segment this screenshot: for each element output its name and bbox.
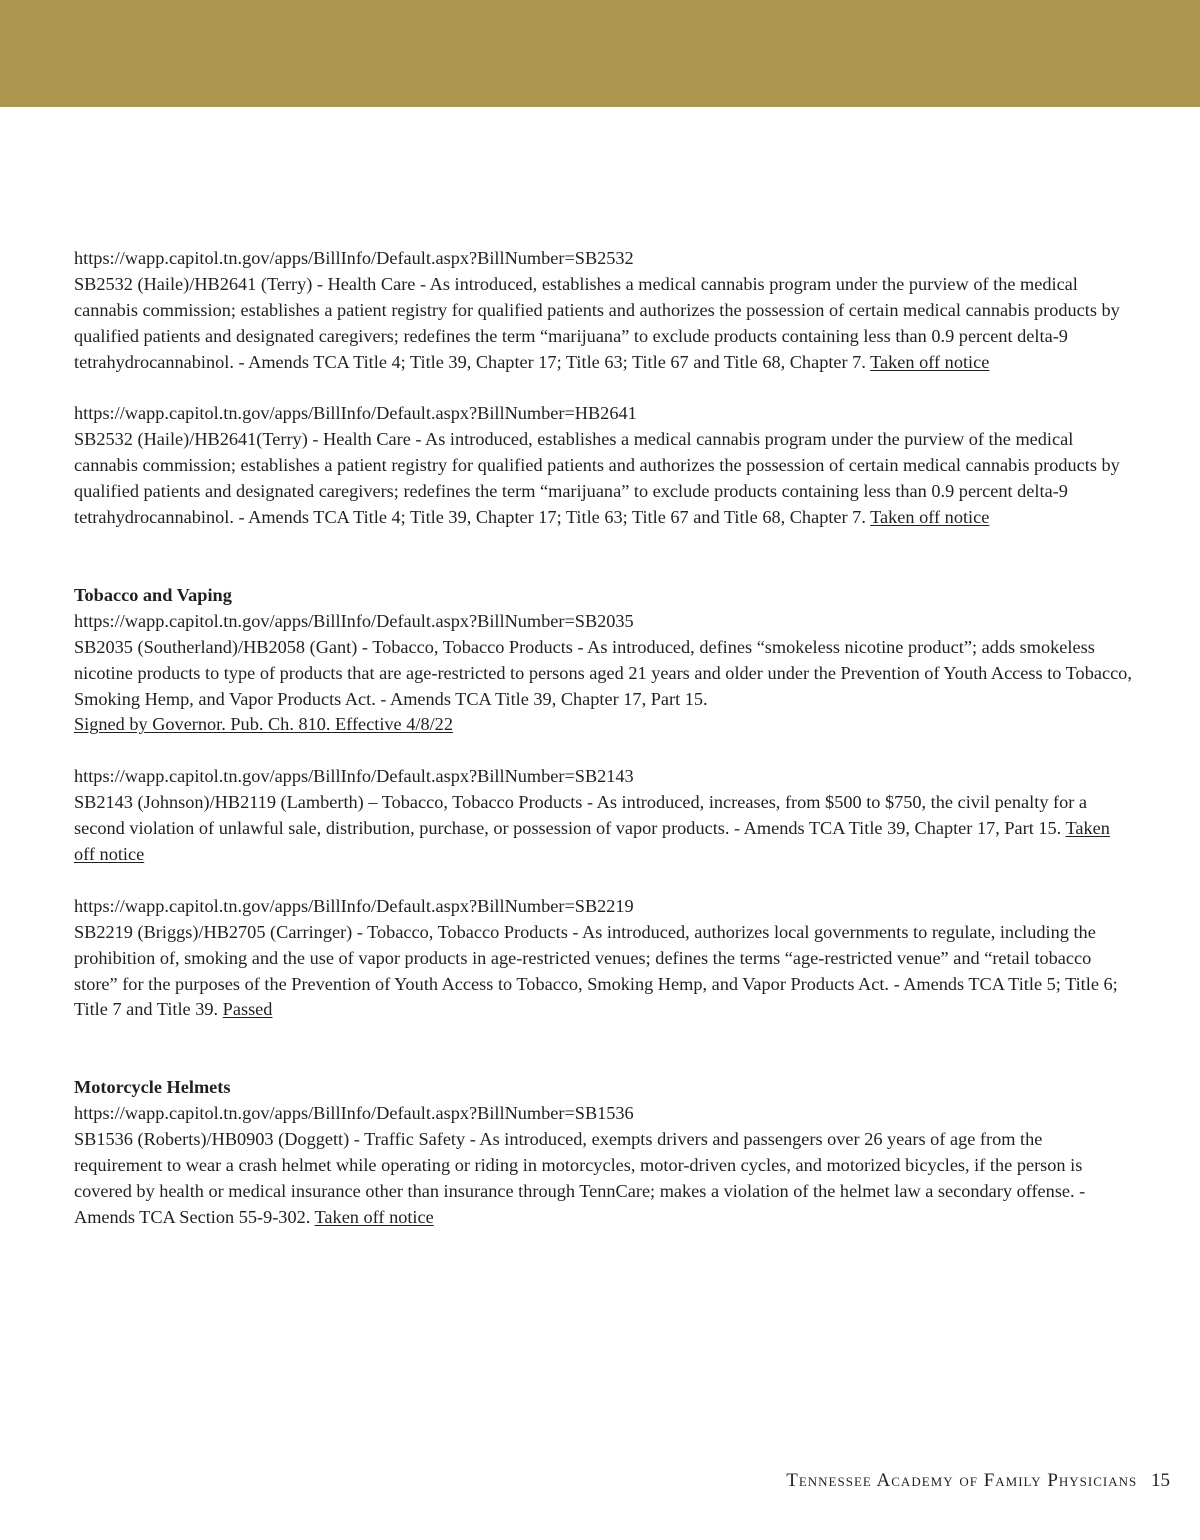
page-number: 15 (1151, 1470, 1170, 1491)
bill-description: SB2219 (Briggs)/HB2705 (Carringer) - Tobacco, Tobacco Products - As introduced, authorizes local governments to regulate, including the prohibition of, smoking and the use of vapor products in age-restricted venues; defines the terms “age-restricted venue” and “retail tobacco store” for the purposes of the Prevention of Youth Access to Tobacco, Smoking Hemp, and Vapor Products Act. - Amends TCA Title 5; Title 6; Title 7 and Title 39. (74, 921, 1118, 1020)
bill-description: SB2143 (Johnson)/HB2119 (Lamberth) – Tobacco, Tobacco Products - As introduced, increases, from $500 to $750, the civil penalty for a second violation of unlawful sale, distribution, purchase, or possession of vapor products. - Amends TCA Title 39, Chapter 17, Part 15. (74, 792, 1088, 839)
bill-url: https://wapp.capitol.tn.gov/apps/BillInfo/Default.aspx?BillNumber=SB2143 (74, 766, 634, 787)
bill-url: https://wapp.capitol.tn.gov/apps/BillInfo/Default.aspx?BillNumber=HB2641 (74, 403, 637, 424)
bill-description: SB1536 (Roberts)/HB0903 (Doggett) - Traffic Safety - As introduced, exempts drivers and passengers over 26 years of age from the requirement to wear a crash helmet while operating or riding in motorcycles, motor-driven cycles, and motorized bicycles, if the person is covered by health or medical insurance other than insurance through TennCare; makes a violation of the helmet law a secondary offense. - Amends TCA Section 55-9-302. (74, 1129, 1086, 1227)
bill-description: SB2532 (Haile)/HB2641(Terry) - Health Care - As introduced, establishes a medical cannabis program under the purview of the medical cannabis commission; establishes a patient registry for qualified patients and authorizes the possession of certain medical cannabis products by qualified patients and designated caregivers; redefines the term “marijuana” to exclude products containing less than 0.9 percent delta-9 tetrahydrocannabinol. - Amends TCA Title 4; Title 39, Chapter 17; Title 63; Title 67 and Title 68, Chapter 7. (74, 429, 1120, 528)
section-heading: Motorcycle Helmets (74, 1077, 231, 1098)
bill-url: https://wapp.capitol.tn.gov/apps/BillInfo/Default.aspx?BillNumber=SB1536 (74, 1103, 634, 1124)
main-content (74, 246, 1134, 1231)
header-band (0, 0, 1200, 107)
bill-status-link[interactable]: Signed by Governor. Pub. Ch. 810. Effective 4/8/22 (74, 714, 453, 735)
bill-status-link[interactable]: Taken off notice (74, 818, 1110, 864)
page-footer (786, 1470, 1170, 1492)
bill-status-link[interactable]: Taken off notice (870, 507, 990, 528)
motorcycle-helmets-section (74, 1075, 1134, 1230)
bill-url: https://wapp.capitol.tn.gov/apps/BillInfo/Default.aspx?BillNumber=SB2532 (74, 248, 634, 268)
bill-entry-sb2035 (74, 609, 1134, 739)
bill-entry-sb1536 (74, 1101, 1134, 1231)
bill-status-link[interactable]: Taken off notice (870, 351, 990, 372)
bill-url: https://wapp.capitol.tn.gov/apps/BillInfo/Default.aspx?BillNumber=SB2035 (74, 610, 634, 631)
bill-entry-sb2219 (74, 894, 1134, 1024)
bill-url: https://wapp.capitol.tn.gov/apps/BillInfo/Default.aspx?BillNumber=SB2219 (74, 895, 634, 916)
bill-description: SB2035 (Southerland)/HB2058 (Gant) - Tobacco, Tobacco Products - As introduced, defines “smokeless nicotine product”; adds smokeless nicotine products to type of products that are age-restricted to persons aged 21 years and older under the Prevention of Youth Access to Tobacco, Smoking Hemp, and Vapor Products Act. - Amends TCA Title 39, Chapter 17, Part 15. (74, 636, 1132, 709)
bill-status-link[interactable]: Taken off notice (314, 1206, 434, 1227)
bill-entry-sb2532 (74, 246, 1134, 376)
bill-entry-hb2641 (74, 401, 1134, 531)
bill-status-link[interactable]: Passed (222, 999, 273, 1020)
bill-entry-sb2143 (74, 764, 1134, 868)
section-heading: Tobacco and Vaping (74, 584, 232, 605)
footer-organization: Tennessee Academy of Family Physicians (786, 1470, 1138, 1491)
bill-description: SB2532 (Haile)/HB2641 (Terry) - Health Care - As introduced, establishes a medical cannabis program under the purview of the medical cannabis commission; establishes a patient registry for qualified patients and authorizes the possession of certain medical cannabis products by qualified patients and designated caregivers; redefines the term “marijuana” to exclude products containing less than 0.9 percent delta-9 tetrahydrocannabinol. - Amends TCA Title 4; Title 39, Chapter 17; Title 63; Title 67 and Title 68, Chapter 7. (74, 273, 1120, 372)
tobacco-vaping-section (74, 583, 1134, 1023)
